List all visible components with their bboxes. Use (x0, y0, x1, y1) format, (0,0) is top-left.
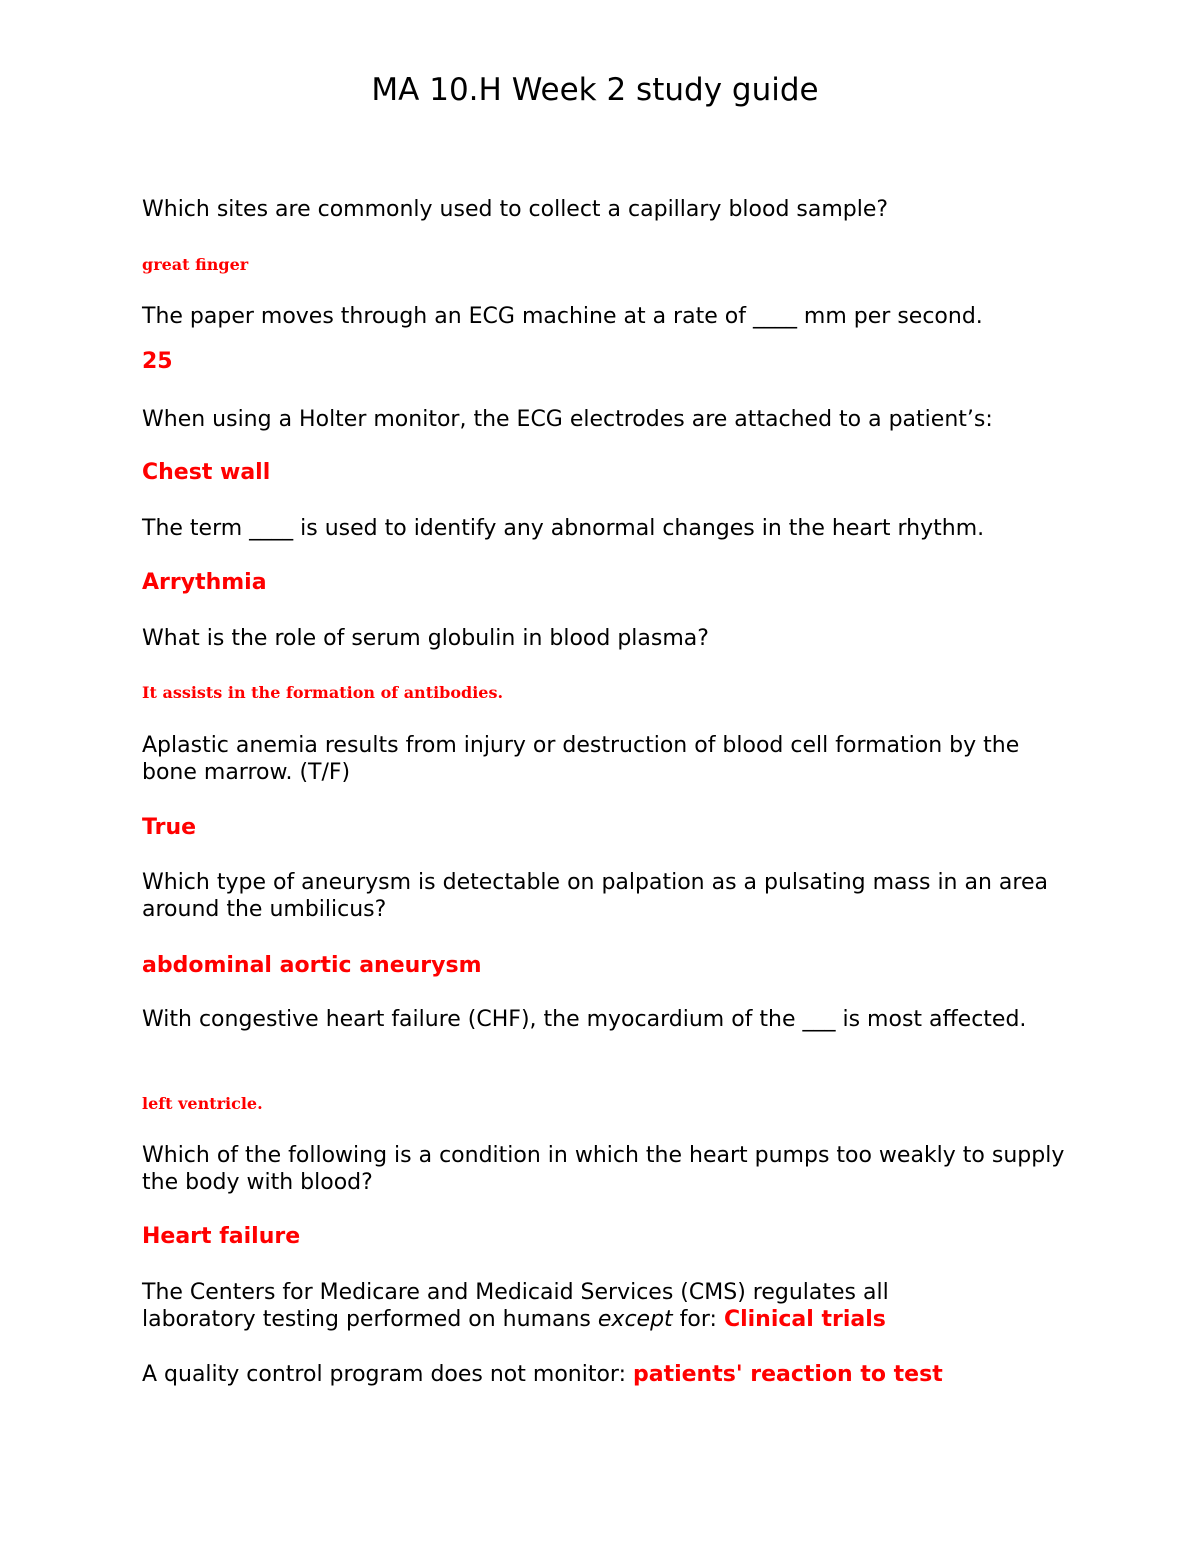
question-11 (142, 1361, 1072, 1388)
document-title: MA 10.H Week 2 study guide (371, 72, 819, 108)
question-2: The paper moves through an ECG machine at a rate of ____ mm per second. (142, 304, 983, 329)
question-1: Which sites are commonly used to collect a capillary blood sample? (142, 197, 889, 222)
question-10-emphasis: except (597, 1307, 673, 1332)
answer-3: Chest wall (142, 460, 271, 485)
answer-11: patients' reaction to test (632, 1362, 943, 1387)
question-5: What is the role of serum globulin in blood plasma? (142, 626, 709, 651)
answer-9: Heart failure (142, 1224, 301, 1249)
answer-10: Clinical trials (723, 1307, 886, 1332)
answer-5: It assists in the formation of antibodies. (142, 683, 504, 702)
question-9: Which of the following is a condition in which the heart pumps too weakly to supply the body with blood? (142, 1143, 1065, 1195)
question-3: When using a Holter monitor, the ECG electrodes are attached to a patient’s: (142, 407, 993, 432)
question-10 (142, 1279, 1072, 1333)
question-6: Aplastic anemia results from injury or destruction of blood cell formation by the bone marrow. (T/F) (142, 733, 1020, 785)
question-10-line1: The Centers for Medicare and Medicaid Services (CMS) regulates all (142, 1280, 889, 1305)
answer-2: 25 (142, 349, 173, 374)
question-11-text: A quality control program does not monitor: (142, 1362, 633, 1387)
answer-1: great finger (142, 255, 249, 274)
question-10-line2-after: for: (672, 1307, 724, 1332)
question-8: With congestive heart failure (CHF), the myocardium of the ___ is most affected. (142, 1007, 1027, 1032)
answer-4: Arrythmia (142, 570, 267, 595)
answer-6: True (142, 815, 197, 840)
question-10-line2-before: laboratory testing performed on humans (142, 1307, 598, 1332)
answer-7: abdominal aortic aneurysm (142, 953, 482, 978)
answer-8: left ventricle. (142, 1094, 263, 1113)
question-7: Which type of aneurysm is detectable on palpation as a pulsating mass in an area around the umbilicus? (142, 870, 1048, 922)
question-4: The term ____ is used to identify any abnormal changes in the heart rhythm. (142, 516, 985, 541)
